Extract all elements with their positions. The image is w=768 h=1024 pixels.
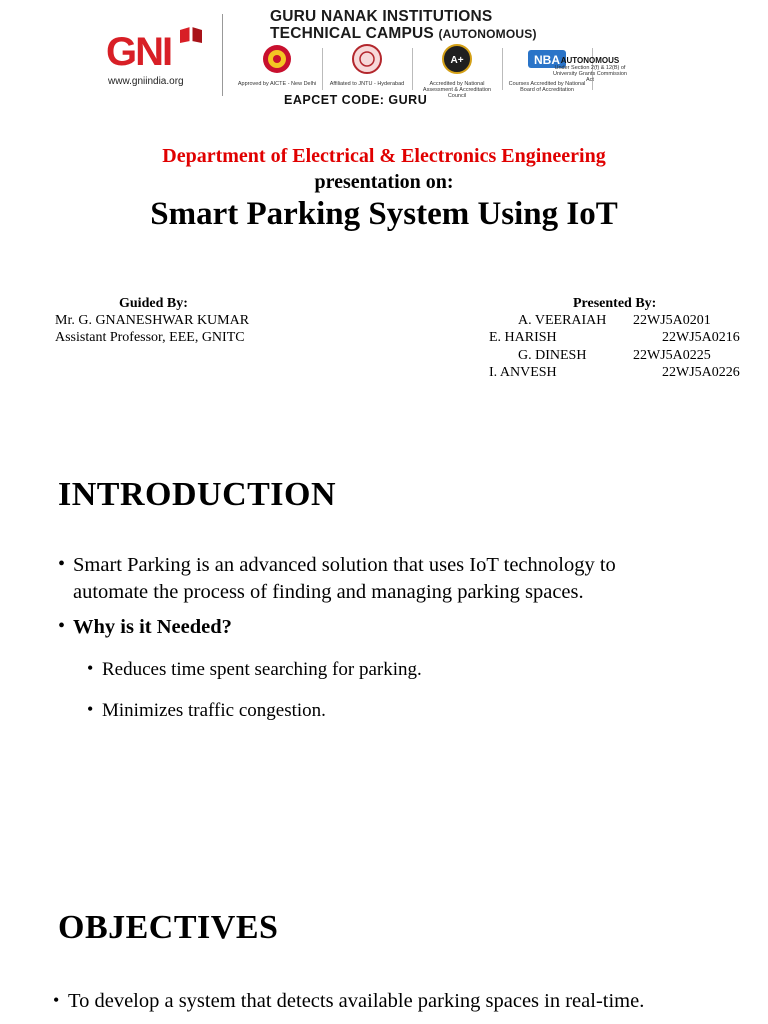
website-text: www.gniindia.org bbox=[108, 76, 184, 87]
presenter-name: G. DINESH bbox=[518, 348, 587, 363]
badge-divider bbox=[322, 48, 323, 90]
objectives-heading: OBJECTIVES bbox=[58, 909, 279, 946]
presentation-title: Smart Parking System Using IoT bbox=[150, 196, 618, 232]
autonomous-block bbox=[550, 56, 630, 83]
guide-name: Mr. G. GNANESHWAR KUMAR bbox=[55, 313, 250, 328]
presenter-roll: 22WJ5A0225 bbox=[633, 348, 711, 363]
presented-by-label: Presented By: bbox=[573, 296, 657, 311]
institution-line1: GURU NANAK INSTITUTIONS bbox=[270, 8, 493, 25]
institution-line2-row bbox=[270, 25, 537, 43]
intro-bullet-1-line2: automate the process of finding and managing parking spaces. bbox=[73, 581, 584, 603]
badge-caption: Courses Accredited by National Board of Accreditation bbox=[508, 81, 586, 93]
logo-text: GNI bbox=[106, 30, 172, 74]
intro-sub-bullet: Reduces time spent searching for parking. bbox=[102, 659, 422, 680]
institution-line2: TECHNICAL CAMPUS bbox=[270, 25, 434, 42]
header-banner bbox=[100, 8, 650, 112]
svg-text:A+: A+ bbox=[450, 55, 464, 66]
bullet-icon: • bbox=[87, 658, 94, 678]
autonomous-sub: Under Section 2(f) & 12(B) of University Grants Commission Act bbox=[553, 65, 627, 83]
department-name: Department of Electrical & Electronics Engineering bbox=[162, 145, 606, 167]
presenter-name: A. VEERAIAH bbox=[518, 313, 607, 328]
badge-jntu bbox=[326, 44, 408, 94]
badge-aicte bbox=[236, 44, 318, 94]
guided-by-label: Guided By: bbox=[119, 296, 188, 311]
badge-divider bbox=[412, 48, 413, 90]
presentation-on-label: presentation on: bbox=[314, 171, 454, 193]
bullet-icon: • bbox=[87, 699, 94, 719]
guide-role: Assistant Professor, EEE, GNITC bbox=[55, 330, 245, 345]
presenter-roll: 22WJ5A0226 bbox=[662, 365, 740, 380]
presenter-roll: 22WJ5A0201 bbox=[633, 313, 711, 328]
header-divider bbox=[222, 14, 223, 96]
autonomous-title: AUTONOMOUS bbox=[560, 56, 620, 65]
presenter-name: I. ANVESH bbox=[489, 365, 557, 380]
introduction-heading: INTRODUCTION bbox=[58, 476, 337, 513]
badge-caption: Approved by AICTE - New Delhi bbox=[237, 81, 317, 87]
presenter-roll: 22WJ5A0216 bbox=[662, 330, 740, 345]
badge-caption: Affiliated to JNTU - Hyderabad bbox=[329, 81, 405, 87]
institution-suffix: (AUTONOMOUS) bbox=[438, 27, 537, 41]
badge-divider bbox=[502, 48, 503, 90]
intro-bullet-1-line1: Smart Parking is an advanced solution that uses IoT technology to bbox=[73, 554, 616, 576]
eapcet-code: EAPCET CODE: GURU bbox=[284, 93, 428, 107]
naac-seal-icon bbox=[441, 44, 473, 74]
badge-naac bbox=[416, 44, 498, 99]
gni-logo bbox=[106, 30, 210, 92]
intro-sub-bullet: Minimizes traffic congestion. bbox=[102, 700, 326, 721]
aicte-seal-icon bbox=[261, 44, 293, 74]
jntu-seal-icon bbox=[351, 44, 383, 74]
objectives-bullet-1: To develop a system that detects available parking spaces in real-time. bbox=[68, 990, 645, 1012]
svg-text:NBA: NBA bbox=[534, 53, 560, 67]
intro-bullet-1 bbox=[73, 552, 616, 606]
institution-name bbox=[270, 8, 537, 43]
bullet-icon: • bbox=[53, 990, 60, 1010]
book-icon bbox=[178, 24, 204, 44]
bullet-icon: • bbox=[58, 553, 66, 575]
intro-bullet-2: Why is it Needed? bbox=[73, 616, 232, 638]
presenter-name: E. HARISH bbox=[489, 330, 557, 345]
bullet-icon: • bbox=[58, 615, 66, 637]
badge-caption: Accredited by National Assessment & Accreditation Council bbox=[422, 81, 492, 99]
